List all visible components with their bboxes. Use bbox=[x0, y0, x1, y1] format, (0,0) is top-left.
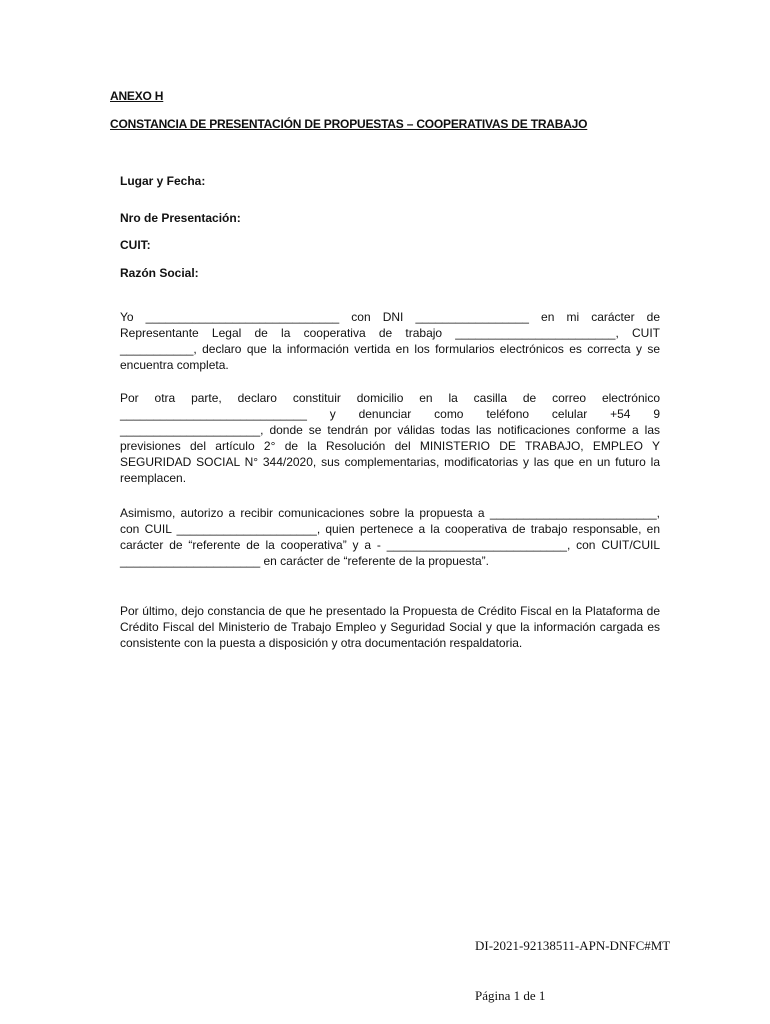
paragraph-domicile: Por otra parte, declaro constituir domicilio en la casilla de correo electrónico ____________________________ y denunciar como teléfono celular +54 9 _____________________, donde se tendrán por válidas todas las notificaciones conforme a las previsiones del artículo 2° de la Resolución del MINISTERIO DE TRABAJO, EMPLEO Y SEGURIDAD SOCIAL N° 344/2020, sus complementarias, modificatorias y las que en un futuro la reemplacen. bbox=[120, 391, 660, 485]
field-lugar-fecha: Lugar y Fecha: bbox=[120, 174, 206, 188]
paragraph-authorization: Asimismo, autorizo a recibir comunicaciones sobre la propuesta a _________________________, con CUIL _____________________, quien pertenece a la cooperativa de trabajo responsable, en carácter de “referente de la cooperativa” y a - ___________________________, con CUIT/CUIL _____________________ en carácter de “referente de la propuesta”. bbox=[120, 506, 660, 568]
field-nro-presentacion: Nro de Presentación: bbox=[120, 211, 241, 225]
page-number: Página 1 de 1 bbox=[475, 988, 546, 1003]
annex-title: ANEXO H bbox=[110, 89, 164, 103]
field-cuit: CUIT: bbox=[120, 238, 151, 252]
paragraph-declaration: Yo _____________________________ con DNI _________________ en mi carácter de Representante Legal de la cooperativa de trabajo ________________________, CUIT ___________, declaro que la información vertida en los formularios electrónicos es correcta y se encuentra completa. bbox=[120, 310, 660, 372]
field-razon-social: Razón Social: bbox=[120, 266, 199, 280]
document-title: CONSTANCIA DE PRESENTACIÓN DE PROPUESTAS – COOPERATIVAS DE TRABAJO bbox=[110, 117, 588, 131]
document-id: DI-2021-92138511-APN-DNFC#MT bbox=[475, 938, 671, 953]
paragraph-final-statement: Por último, dejo constancia de que he presentado la Propuesta de Crédito Fiscal en la Plataforma de Crédito Fiscal del Ministerio de Trabajo Empleo y Seguridad Social y que la información cargada es consistente con la puesta a disposición y otra documentación respaldatoria. bbox=[120, 604, 660, 650]
